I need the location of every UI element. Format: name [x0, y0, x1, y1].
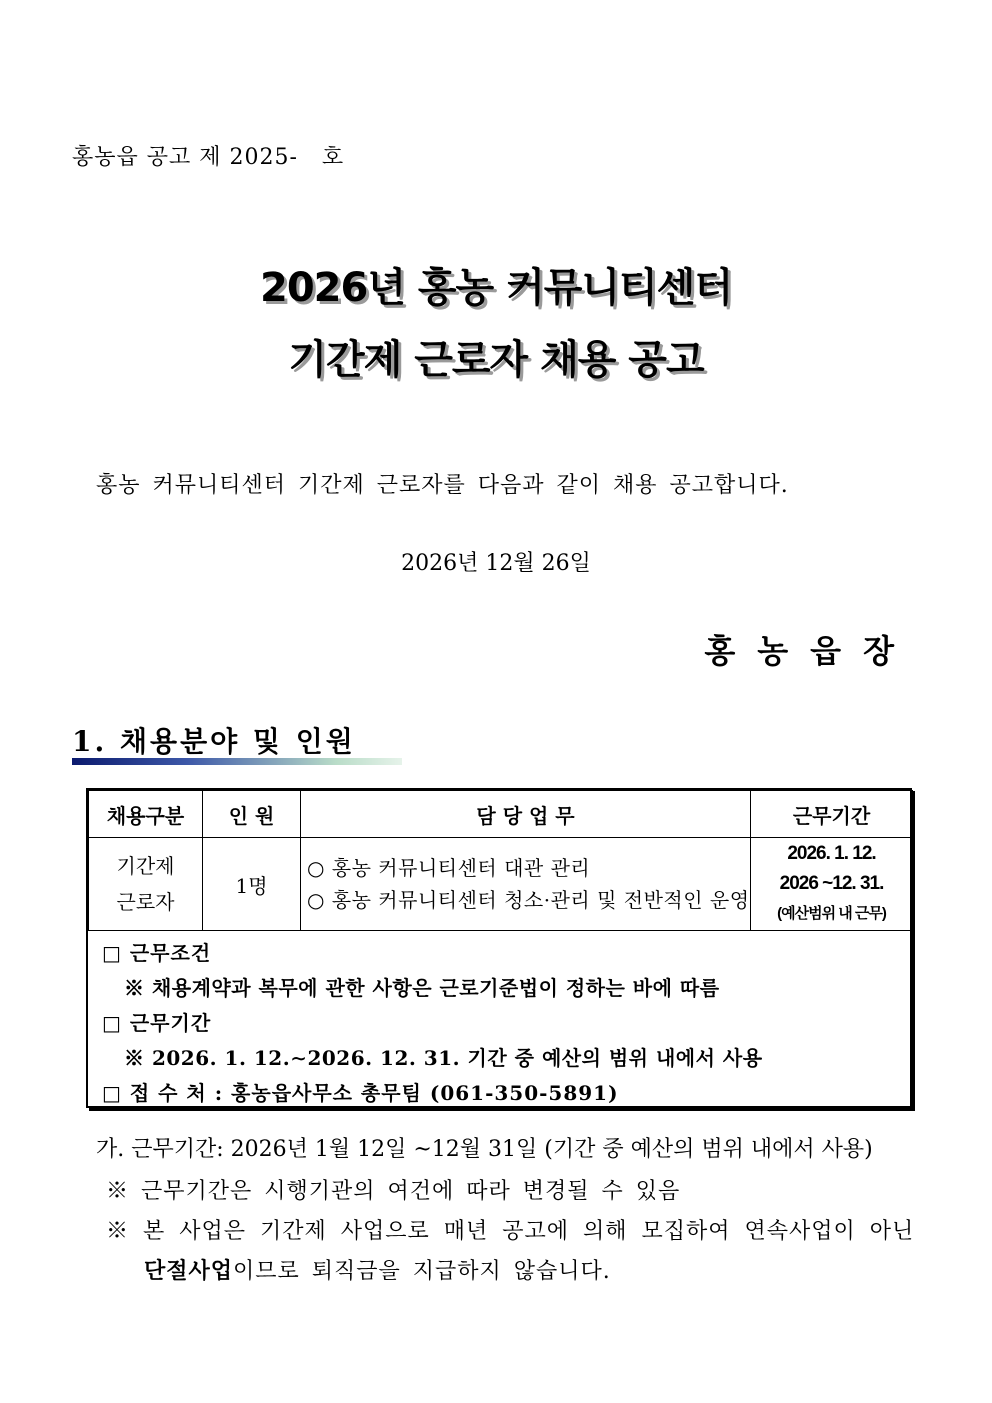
header-count: 인 원 [203, 791, 301, 838]
header-category: 채용구분 [89, 791, 203, 838]
notice-date: 2026년 12월 26일 [401, 551, 591, 576]
count-cell: 1명 [203, 838, 301, 931]
table-row [89, 838, 913, 931]
signer: 홍농읍장 [704, 632, 916, 670]
table-header-row [89, 791, 913, 838]
heading-underline [72, 758, 402, 765]
conditions-block [102, 936, 902, 1111]
reception-info: □ 접 수 처 : 홍농읍사무소 총무팀 (061-350-5891) [102, 1081, 619, 1105]
title-line-1: 2026년 홍농 커뮤니티센터 [260, 265, 732, 311]
work-period-head: □ 근무기간 [102, 1011, 212, 1035]
header-duties: 담 당 업 무 [301, 791, 751, 838]
note-severance-bold: 단절사업 [144, 1258, 234, 1284]
recruitment-box [86, 788, 912, 1108]
notice-number: 홍농읍 공고 제 2025- 호 [72, 145, 345, 170]
intro-text: 홍농 커뮤니티센터 기간제 근로자를 다음과 같이 채용 공고합니다. [96, 473, 789, 498]
category-line-1: 기간제 [116, 854, 175, 878]
header-period: 근무기간 [751, 791, 913, 838]
category-cell [89, 838, 203, 931]
period-note: (예산범위 내 근무) [777, 905, 886, 922]
period-line-1: 2026. 1. 12. [787, 843, 876, 864]
duty-item-2: ○ 홍농 커뮤니티센터 청소·관리 및 전반적인 운영 [307, 888, 750, 912]
note-severance-rest: 이므로 퇴직금을 지급하지 않습니다. [233, 1259, 611, 1284]
recruitment-table [88, 790, 913, 931]
work-conditions-note: ※ 채용계약과 복무에 관한 사항은 근로기준법이 정하는 바에 따름 [124, 976, 720, 1000]
duties-cell [301, 838, 751, 931]
note-work-period: 가. 근무기간: 2026년 1월 12일 ~12월 31일 (기간 중 예산의 범위 내에서 사용) [96, 1137, 873, 1162]
period-line-2: 2026 ~12. 31. [779, 873, 884, 894]
section-heading: 1. 채용분야 및 인원 [72, 725, 356, 758]
duty-item-1: ○ 홍농 커뮤니티센터 대관 관리 [307, 856, 591, 880]
note-project-type: ※ 본 사업은 기간제 사업으로 매년 공고에 의해 모집하여 연속사업이 아닌 [106, 1219, 915, 1244]
period-cell [751, 838, 913, 931]
note-change: ※ 근무기간은 시행기관의 여건에 따라 변경될 수 있음 [106, 1179, 681, 1204]
note-severance [144, 1254, 611, 1285]
work-period-note: ※ 2026. 1. 12.∼2026. 12. 31. 기간 중 예산의 범위 내에서 사용 [124, 1046, 763, 1070]
work-conditions-head: □ 근무조건 [102, 941, 212, 965]
title-line-2: 기간제 근로자 채용 공고 [288, 337, 704, 383]
category-line-2: 근로자 [116, 890, 175, 914]
